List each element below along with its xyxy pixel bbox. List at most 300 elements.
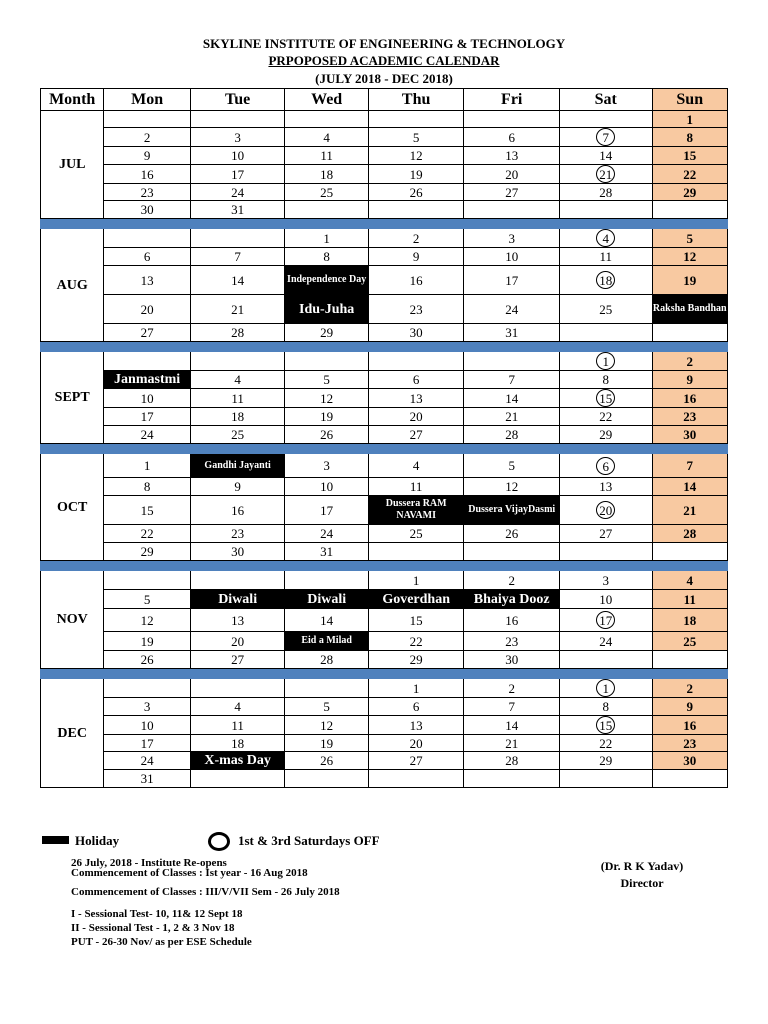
day-tue-cell: 4 [190, 371, 285, 389]
day-sat-cell: 29 [559, 752, 652, 770]
holiday-legend-swatch [42, 836, 69, 844]
day-fri-cell: 17 [464, 266, 560, 295]
day-wed-cell: 28 [285, 651, 368, 669]
day-sun-cell [652, 770, 727, 788]
saturday-off-circle-icon: 21 [596, 165, 615, 183]
day-sun-cell [652, 651, 727, 669]
day-wed-cell: 4 [285, 128, 368, 147]
day-thu-cell [368, 352, 464, 371]
day-thu-cell: 19 [368, 165, 464, 184]
day-fri-cell: 30 [464, 651, 560, 669]
week-row [41, 201, 728, 219]
day-tue-cell: 25 [190, 426, 285, 444]
day-fri-cell: 3 [464, 229, 560, 248]
day-tue-cell: 7 [190, 248, 285, 266]
day-mon-cell: 15 [104, 496, 191, 525]
day-mon-cell: 20 [104, 295, 191, 324]
col-header-fri: Fri [464, 89, 560, 111]
day-fri-cell: 10 [464, 248, 560, 266]
holiday-cell: Bhaiya Dooz [464, 590, 560, 609]
day-wed-cell: 5 [285, 698, 368, 716]
week-row [41, 571, 728, 590]
month-separator-bar [41, 669, 728, 679]
month-separator [41, 219, 728, 229]
day-sun-cell [652, 201, 727, 219]
day-tue-cell: 3 [190, 128, 285, 147]
day-wed-cell: 26 [285, 752, 368, 770]
day-thu-cell: 15 [368, 609, 464, 632]
day-tue-cell [190, 571, 285, 590]
day-sun-cell [652, 324, 727, 342]
note-other-sem: Commencement of Classes : III/V/VII Sem - 26 July 2018 [71, 886, 340, 898]
day-wed-cell: 1 [285, 229, 368, 248]
day-sat-cell [559, 543, 652, 561]
day-thu-cell: 2 [368, 229, 464, 248]
day-sat-cell: 22 [559, 408, 652, 426]
day-fri-cell: 16 [464, 609, 560, 632]
day-fri-cell: 12 [464, 478, 560, 496]
day-mon-cell: 17 [104, 735, 191, 752]
day-tue-cell: 24 [190, 184, 285, 201]
day-tue-cell: 18 [190, 408, 285, 426]
holiday-cell: Janmastmi [104, 371, 191, 389]
day-wed-cell [285, 770, 368, 788]
day-wed-cell: 10 [285, 478, 368, 496]
day-fri-cell: 2 [464, 571, 560, 590]
day-sun-cell [652, 543, 727, 561]
day-thu-cell: 30 [368, 324, 464, 342]
day-wed-cell: 12 [285, 389, 368, 408]
day-thu-cell: 20 [368, 408, 464, 426]
holiday-cell: Independence Day [285, 266, 368, 295]
week-row [41, 496, 728, 525]
day-wed-cell [285, 571, 368, 590]
day-wed-cell: 8 [285, 248, 368, 266]
day-mon-cell: 17 [104, 408, 191, 426]
holiday-cell: Eid a Milad [285, 632, 368, 651]
day-mon-cell [104, 571, 191, 590]
holiday-cell: Dussera RAM NAVAMI [368, 496, 464, 525]
month-label: DEC [41, 679, 104, 788]
month-separator [41, 669, 728, 679]
day-mon-cell [104, 111, 191, 128]
day-sun-cell: 11 [652, 590, 727, 609]
day-sat-cell: 22 [559, 735, 652, 752]
day-fri-cell [464, 770, 560, 788]
day-thu-cell: 26 [368, 184, 464, 201]
day-tue-cell: 13 [190, 609, 285, 632]
saturday-off-circle-icon: 18 [596, 271, 615, 289]
holiday-cell: Diwali [285, 590, 368, 609]
day-fri-cell: 21 [464, 735, 560, 752]
calendar-title: PRPOPOSED ACADEMIC CALENDAR [268, 53, 500, 68]
month-label: JUL [41, 111, 104, 219]
day-wed-cell: 14 [285, 609, 368, 632]
month-label: SEPT [41, 352, 104, 444]
day-thu-cell: 29 [368, 651, 464, 669]
day-wed-cell [285, 679, 368, 698]
saturday-off-circle-icon: 15 [596, 389, 615, 407]
day-mon-cell: 24 [104, 426, 191, 444]
day-tue-cell: 17 [190, 165, 285, 184]
day-wed-cell: 12 [285, 716, 368, 735]
day-sun-cell: 28 [652, 525, 727, 543]
day-sun-cell: 9 [652, 371, 727, 389]
day-wed-cell: 5 [285, 371, 368, 389]
day-thu-cell: 12 [368, 147, 464, 165]
institute-name: SKYLINE INSTITUTE OF ENGINEERING & TECHNOLOGY [202, 36, 566, 51]
day-mon-cell: 23 [104, 184, 191, 201]
week-row [41, 352, 728, 371]
day-tue-cell: 14 [190, 266, 285, 295]
saturday-off-cell [559, 496, 652, 525]
day-fri-cell: 7 [464, 698, 560, 716]
week-row [41, 295, 728, 324]
holiday-cell: X-mas Day [190, 752, 285, 770]
day-tue-cell: 9 [190, 478, 285, 496]
month-separator [41, 444, 728, 454]
saturday-off-legend-circle-icon [208, 832, 230, 851]
week-row [41, 248, 728, 266]
note-sessional-1: I - Sessional Test- 10, 11& 12 Sept 18 [71, 908, 243, 920]
day-sat-cell: 10 [559, 590, 652, 609]
saturday-off-circle-icon: 4 [596, 229, 615, 247]
week-row [41, 184, 728, 201]
week-row [41, 698, 728, 716]
day-mon-cell: 13 [104, 266, 191, 295]
day-mon-cell: 30 [104, 201, 191, 219]
day-thu-cell: 4 [368, 454, 464, 478]
holiday-cell: Diwali [190, 590, 285, 609]
day-sun-cell: 25 [652, 632, 727, 651]
day-sun-cell: 23 [652, 735, 727, 752]
week-row [41, 324, 728, 342]
saturday-off-circle-icon: 1 [596, 352, 615, 370]
day-mon-cell: 9 [104, 147, 191, 165]
day-thu-cell [368, 201, 464, 219]
week-row [41, 111, 728, 128]
saturday-off-cell [559, 679, 652, 698]
week-row [41, 770, 728, 788]
calendar-body [41, 111, 728, 788]
day-fri-cell [464, 201, 560, 219]
day-thu-cell: 27 [368, 752, 464, 770]
day-thu-cell [368, 111, 464, 128]
day-fri-cell: 21 [464, 408, 560, 426]
saturday-off-circle-icon: 6 [596, 457, 615, 475]
day-sat-cell [559, 651, 652, 669]
week-row [41, 609, 728, 632]
day-sun-cell: 18 [652, 609, 727, 632]
week-row [41, 679, 728, 698]
day-sat-cell: 25 [559, 295, 652, 324]
day-mon-cell: 26 [104, 651, 191, 669]
day-sat-cell: 28 [559, 184, 652, 201]
day-sat-cell: 29 [559, 426, 652, 444]
day-tue-cell: 20 [190, 632, 285, 651]
month-separator [41, 342, 728, 352]
day-sun-cell: 19 [652, 266, 727, 295]
week-row [41, 651, 728, 669]
day-mon-cell: 8 [104, 478, 191, 496]
day-tue-cell: 23 [190, 525, 285, 543]
month-separator-bar [41, 219, 728, 229]
week-row [41, 735, 728, 752]
day-wed-cell [285, 201, 368, 219]
col-header-wed: Wed [285, 89, 368, 111]
week-row [41, 632, 728, 651]
day-wed-cell: 18 [285, 165, 368, 184]
header-row [41, 89, 728, 111]
day-mon-cell: 29 [104, 543, 191, 561]
saturday-off-circle-icon: 20 [596, 501, 615, 519]
day-mon-cell: 12 [104, 609, 191, 632]
day-thu-cell: 20 [368, 735, 464, 752]
holiday-cell: Idu-Juha [285, 295, 368, 324]
col-header-month: Month [41, 89, 104, 111]
day-mon-cell: 10 [104, 389, 191, 408]
day-sun-cell: 1 [652, 111, 727, 128]
day-thu-cell [368, 770, 464, 788]
day-mon-cell: 16 [104, 165, 191, 184]
day-wed-cell: 26 [285, 426, 368, 444]
day-fri-cell: 31 [464, 324, 560, 342]
day-thu-cell: 1 [368, 679, 464, 698]
week-row [41, 716, 728, 735]
day-thu-cell: 9 [368, 248, 464, 266]
saturday-off-legend-label: 1st & 3rd Saturdays OFF [238, 833, 380, 848]
day-wed-cell: 17 [285, 496, 368, 525]
day-tue-cell: 31 [190, 201, 285, 219]
day-tue-cell [190, 770, 285, 788]
month-label: OCT [41, 454, 104, 561]
day-sat-cell [559, 324, 652, 342]
day-fri-cell: 24 [464, 295, 560, 324]
week-row [41, 525, 728, 543]
holiday-cell: Gandhi Jayanti [190, 454, 285, 478]
day-tue-cell [190, 679, 285, 698]
month-separator-bar [41, 444, 728, 454]
day-mon-cell: 31 [104, 770, 191, 788]
week-row [41, 426, 728, 444]
day-tue-cell: 27 [190, 651, 285, 669]
day-tue-cell [190, 229, 285, 248]
col-header-tue: Tue [190, 89, 285, 111]
day-tue-cell: 28 [190, 324, 285, 342]
day-mon-cell: 22 [104, 525, 191, 543]
saturday-off-cell [559, 128, 652, 147]
day-wed-cell [285, 352, 368, 371]
day-sat-cell: 24 [559, 632, 652, 651]
day-tue-cell: 30 [190, 543, 285, 561]
month-label: AUG [41, 229, 104, 342]
day-thu-cell [368, 543, 464, 561]
day-fri-cell: 2 [464, 679, 560, 698]
day-thu-cell: 13 [368, 389, 464, 408]
col-header-mon: Mon [104, 89, 191, 111]
holiday-cell: Goverdhan [368, 590, 464, 609]
saturday-off-cell [559, 389, 652, 408]
day-sat-cell: 3 [559, 571, 652, 590]
col-header-thu: Thu [368, 89, 464, 111]
day-tue-cell: 18 [190, 735, 285, 752]
note-sessional-2: II - Sessional Test - 1, 2 & 3 Nov 18 [71, 922, 235, 934]
saturday-off-cell [559, 609, 652, 632]
saturday-off-circle-icon: 1 [596, 679, 615, 697]
day-sun-cell: 14 [652, 478, 727, 496]
day-sat-cell [559, 201, 652, 219]
col-header-sun: Sun [652, 89, 727, 111]
day-thu-cell: 16 [368, 266, 464, 295]
day-sun-cell: 5 [652, 229, 727, 248]
day-mon-cell [104, 352, 191, 371]
day-mon-cell: 27 [104, 324, 191, 342]
day-thu-cell: 22 [368, 632, 464, 651]
saturday-off-circle-icon: 17 [596, 611, 615, 629]
day-mon-cell: 2 [104, 128, 191, 147]
day-mon-cell: 24 [104, 752, 191, 770]
day-fri-cell: 13 [464, 147, 560, 165]
saturday-off-circle-icon: 7 [596, 128, 615, 146]
day-mon-cell: 6 [104, 248, 191, 266]
saturday-off-cell [559, 716, 652, 735]
day-sun-cell: 21 [652, 496, 727, 525]
day-thu-cell: 5 [368, 128, 464, 147]
day-sun-cell: 12 [652, 248, 727, 266]
day-wed-cell: 25 [285, 184, 368, 201]
holiday-cell: Raksha Bandhan [652, 295, 727, 324]
day-tue-cell: 11 [190, 716, 285, 735]
day-sat-cell [559, 770, 652, 788]
day-sat-cell: 27 [559, 525, 652, 543]
day-sat-cell: 8 [559, 371, 652, 389]
day-tue-cell [190, 111, 285, 128]
day-mon-cell: 3 [104, 698, 191, 716]
week-row [41, 229, 728, 248]
calendar-period: (JULY 2018 - DEC 2018) [315, 71, 453, 86]
day-sat-cell [559, 111, 652, 128]
day-mon-cell: 5 [104, 590, 191, 609]
day-thu-cell: 23 [368, 295, 464, 324]
day-sat-cell: 14 [559, 147, 652, 165]
day-mon-cell: 10 [104, 716, 191, 735]
month-separator [41, 561, 728, 571]
note-put: PUT - 26-30 Nov/ as per ESE Schedule [71, 936, 252, 948]
day-wed-cell: 24 [285, 525, 368, 543]
day-wed-cell: 3 [285, 454, 368, 478]
day-fri-cell [464, 111, 560, 128]
academic-calendar-table [40, 88, 728, 788]
week-row [41, 543, 728, 561]
saturday-off-circle-icon: 15 [596, 716, 615, 734]
day-thu-cell: 6 [368, 371, 464, 389]
day-sun-cell: 15 [652, 147, 727, 165]
day-wed-cell: 19 [285, 408, 368, 426]
day-sat-cell: 11 [559, 248, 652, 266]
saturday-off-cell [559, 165, 652, 184]
day-sun-cell: 2 [652, 679, 727, 698]
note-first-year: Commencement of Classes : Ist year - 16 Aug 2018 [71, 867, 308, 879]
day-fri-cell [464, 352, 560, 371]
day-sat-cell: 13 [559, 478, 652, 496]
day-sun-cell: 30 [652, 426, 727, 444]
day-fri-cell: 7 [464, 371, 560, 389]
day-thu-cell: 13 [368, 716, 464, 735]
day-sun-cell: 8 [652, 128, 727, 147]
signatory-name: (Dr. R K Yadav) [600, 859, 684, 873]
saturday-off-cell [559, 229, 652, 248]
day-sun-cell: 23 [652, 408, 727, 426]
week-row [41, 478, 728, 496]
day-fri-cell: 27 [464, 184, 560, 201]
day-sun-cell: 2 [652, 352, 727, 371]
week-row [41, 590, 728, 609]
day-mon-cell [104, 679, 191, 698]
day-tue-cell [190, 352, 285, 371]
saturday-off-cell [559, 266, 652, 295]
note-reopen: 26 July, 2018 - Institute Re-opens [71, 857, 227, 869]
day-fri-cell: 6 [464, 128, 560, 147]
month-separator-bar [41, 342, 728, 352]
day-thu-cell: 25 [368, 525, 464, 543]
day-fri-cell: 26 [464, 525, 560, 543]
month-label: NOV [41, 571, 104, 669]
day-tue-cell: 10 [190, 147, 285, 165]
day-wed-cell: 31 [285, 543, 368, 561]
day-fri-cell: 28 [464, 752, 560, 770]
day-sun-cell: 4 [652, 571, 727, 590]
day-sun-cell: 7 [652, 454, 727, 478]
day-wed-cell: 19 [285, 735, 368, 752]
day-thu-cell: 6 [368, 698, 464, 716]
day-sun-cell: 9 [652, 698, 727, 716]
week-row [41, 752, 728, 770]
day-tue-cell: 4 [190, 698, 285, 716]
day-mon-cell: 1 [104, 454, 191, 478]
week-row [41, 147, 728, 165]
signatory-designation: Director [620, 876, 664, 890]
col-header-sat: Sat [559, 89, 652, 111]
day-wed-cell: 11 [285, 147, 368, 165]
day-thu-cell: 27 [368, 426, 464, 444]
week-row [41, 408, 728, 426]
week-row [41, 389, 728, 408]
day-fri-cell [464, 543, 560, 561]
day-sun-cell: 16 [652, 389, 727, 408]
month-separator-bar [41, 561, 728, 571]
day-fri-cell: 28 [464, 426, 560, 444]
day-tue-cell: 16 [190, 496, 285, 525]
day-thu-cell: 1 [368, 571, 464, 590]
day-fri-cell: 14 [464, 389, 560, 408]
day-wed-cell: 29 [285, 324, 368, 342]
day-sun-cell: 22 [652, 165, 727, 184]
day-mon-cell [104, 229, 191, 248]
day-sun-cell: 30 [652, 752, 727, 770]
day-sun-cell: 16 [652, 716, 727, 735]
day-sat-cell: 8 [559, 698, 652, 716]
saturday-off-cell [559, 454, 652, 478]
saturday-off-cell [559, 352, 652, 371]
day-wed-cell [285, 111, 368, 128]
week-row [41, 165, 728, 184]
day-fri-cell: 23 [464, 632, 560, 651]
day-fri-cell: 5 [464, 454, 560, 478]
week-row [41, 454, 728, 478]
week-row [41, 266, 728, 295]
day-fri-cell: 20 [464, 165, 560, 184]
day-fri-cell: 14 [464, 716, 560, 735]
